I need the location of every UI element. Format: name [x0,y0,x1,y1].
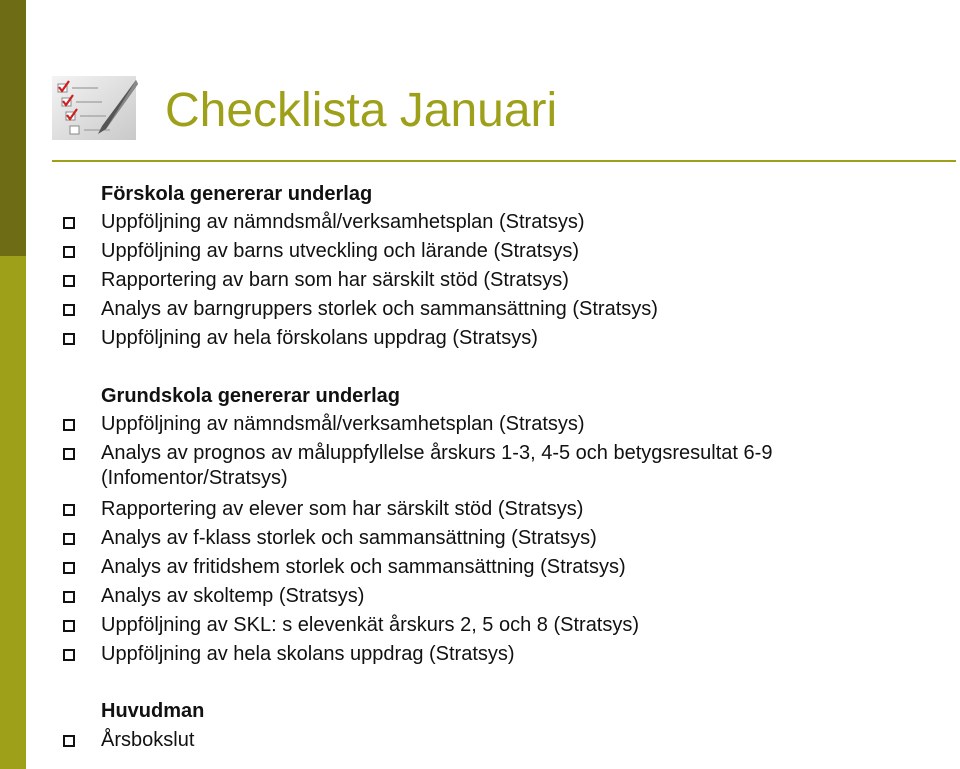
checklist-item: Uppföljning av hela förskolans uppdrag (Stratsys) [101,327,538,349]
checklist-item: Analys av barngruppers storlek och sammansättning (Stratsys) [101,298,658,320]
checkbox-bullet-icon [63,275,75,287]
checkbox-bullet-icon [63,246,75,258]
checklist-item: Analys av skoltemp (Stratsys) [101,585,365,607]
checklist-item: Analys av prognos av måluppfyllelse årskurs 1-3, 4-5 och betygsresultat 6-9 (Infomentor/Stratsys) [101,442,773,489]
section-heading: Grundskola genererar underlag [101,385,400,407]
checkbox-bullet-icon [63,591,75,603]
checkbox-bullet-icon [63,649,75,661]
section-heading: Förskola genererar underlag [101,183,373,205]
checklist-item: Uppföljning av nämndsmål/verksamhetsplan (Stratsys) [101,211,585,233]
checklist-item: Analys av f-klass storlek och sammansättning (Stratsys) [101,527,597,549]
checklist-item: Rapportering av barn som har särskilt stöd (Stratsys) [101,269,569,291]
checkbox-bullet-icon [63,419,75,431]
checklist-item: Uppföljning av hela skolans uppdrag (Stratsys) [101,643,515,665]
checklist-item: Analys av fritidshem storlek och sammansättning (Stratsys) [101,556,626,578]
checkbox-bullet-icon [63,735,75,747]
checkbox-bullet-icon [63,562,75,574]
checkbox-bullet-icon [63,620,75,632]
checkbox-bullet-icon [63,304,75,316]
checklist-item: Rapportering av elever som har särskilt stöd (Stratsys) [101,498,584,520]
checkbox-bullet-icon [63,448,75,460]
checklist-item: Uppföljning av SKL: s elevenkät årskurs 2, 5 och 8 (Stratsys) [101,614,640,636]
section-heading: Huvudman [101,700,205,722]
checklist-item: Uppföljning av nämndsmål/verksamhetsplan (Stratsys) [101,413,585,435]
checklist-item: Uppföljning av barns utveckling och lärande (Stratsys) [101,240,580,262]
checkbox-bullet-icon [63,217,75,229]
checkbox-bullet-icon [63,504,75,516]
checkbox-bullet-icon [63,533,75,545]
checkbox-bullet-icon [63,333,75,345]
page-title: Checklista Januari [165,84,558,137]
checklist-item: Årsbokslut [101,729,195,751]
